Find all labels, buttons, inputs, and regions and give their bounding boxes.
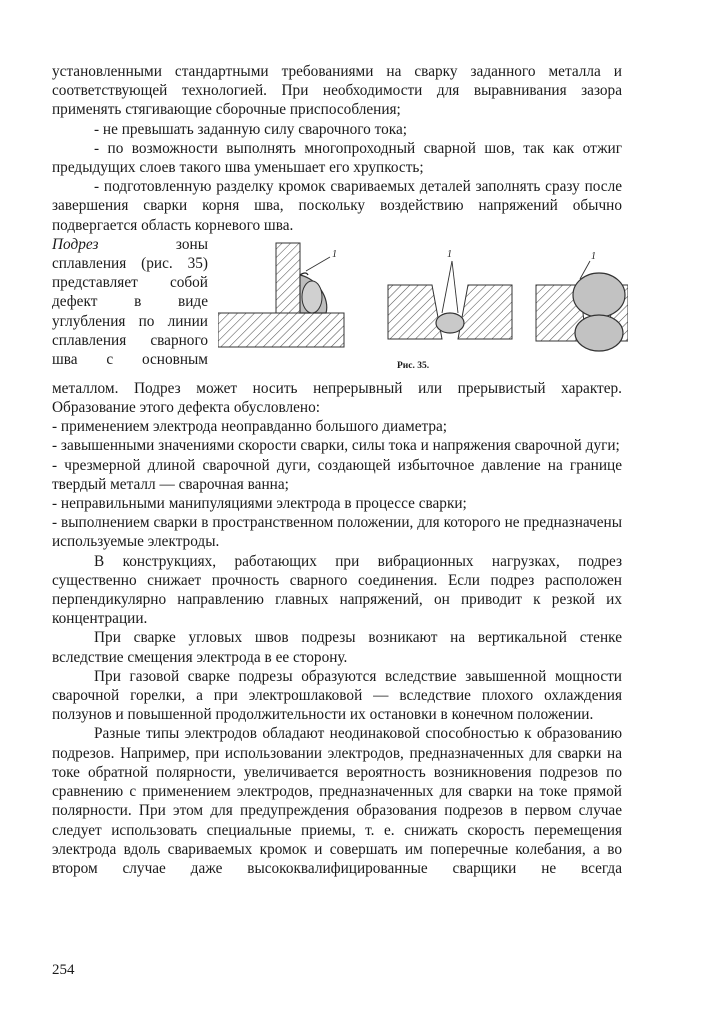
paragraph: - чрезмерной длиной сварочной дуги, создающей избыточное давление на границе твердый металл — сварочная ванна; xyxy=(52,456,622,493)
butt-root-sketch xyxy=(388,249,512,339)
paragraph: - по возможности выполнять многопроходный сварной шов, так как отжиг предыдущих слоев такого шва уменьшает его хрупкость; xyxy=(52,139,622,177)
wrap-line-4: дефект в виде xyxy=(52,293,208,311)
page-number: 254 xyxy=(52,962,75,978)
paragraph: металлом. Подрез может носить непрерывный или прерывистый характер. Образование этого дефекта обусловлено: xyxy=(52,379,622,417)
paragraph: - подготовленную разделку кромок свариваемых деталей заполнять сразу после завершения сварки корня шва, поскольку воздействию напряжений обычно подвергается область корневого шва. xyxy=(52,178,622,234)
wrap-line-1: Подрез зоны xyxy=(52,235,208,253)
bottom-paragraphs xyxy=(52,379,622,878)
fig-c-label: 1 xyxy=(591,250,596,262)
paragraph: При сварке угловых швов подрезы возникают на вертикальной стенке вследствие смещения электрода в ее сторону. xyxy=(52,629,622,666)
paragraph: - завышенными значениями скорости сварки, силы тока и напряжения сварочной дуги; xyxy=(52,437,620,455)
paragraph: При газовой сварке подрезы образуются вследствие завышенной мощности сварочной горелки, а при электрошлаковой — вследствие плохого охлаждения ползунов и повышенной продолжительности их остановки в конечном положении. xyxy=(52,667,622,724)
figure-wrap-text xyxy=(52,235,208,369)
figure-block xyxy=(52,235,622,379)
paragraph: - неправильными манипуляциями электрода в процессе сварки; xyxy=(52,495,467,513)
wrap-line-5: углубления по линии xyxy=(52,312,208,330)
figure-35-undercut-diagram xyxy=(218,239,628,375)
fig-b-label: 1 xyxy=(447,248,452,260)
paragraph: В конструкциях, работающих при вибрационных нагрузках, подрез существенно снижает прочность сварного соединения. Если подрез расположен перпендикулярно направлению главных напряжений, он приводит к резкой их концентрации. xyxy=(52,552,622,628)
paragraph: - не превышать заданную силу сварочного тока; xyxy=(94,120,408,138)
wrap-line-3: представляет собой xyxy=(52,274,208,292)
fig-a-label: 1 xyxy=(332,248,337,260)
top-paragraphs xyxy=(52,62,622,235)
paragraph: Разные типы электродов обладают неодинаковой способностью к образованию подрезов. Например, при использовании электродов, предназначенных для сварки на токе обратной полярности, увеличивается вероятность возникновения подрезов по сравнению с применением электродов, предназначенных для сварки на токе прямой полярности. При этом для предупреждения образования подрезов в первом случае следует использовать специальные приемы, т. е. снижать скорость перемещения электрода вдоль свариваемых кромок и совершать им поперечные колебания, а во втором случае даже высококвалифицированные сварщики не всегда xyxy=(52,725,622,877)
page-body xyxy=(52,62,622,878)
term-undercut: Подрез xyxy=(52,235,99,253)
paragraph: установленными стандартными требованиями на сварку заданного металла и соответствующей технологией. При необходимости для выравнивания зазора применять стягивающие сборочные приспособления; xyxy=(52,63,622,119)
wrap-line-7: шва с основным xyxy=(52,351,208,369)
double-butt-sketch xyxy=(536,251,628,351)
paragraph: - применением электрода неоправданно большого диаметра; xyxy=(52,418,448,436)
wrap-line-2: сплавления (рис. 35) xyxy=(52,255,208,273)
fillet-weld-sketch xyxy=(218,243,344,347)
figure-caption: Рис. 35. xyxy=(397,360,430,371)
paragraph: - выполнением сварки в пространственном положении, для которого не предназначены используемые электроды. xyxy=(52,514,622,551)
wrap-line-6: сплавления сварного xyxy=(52,331,208,349)
